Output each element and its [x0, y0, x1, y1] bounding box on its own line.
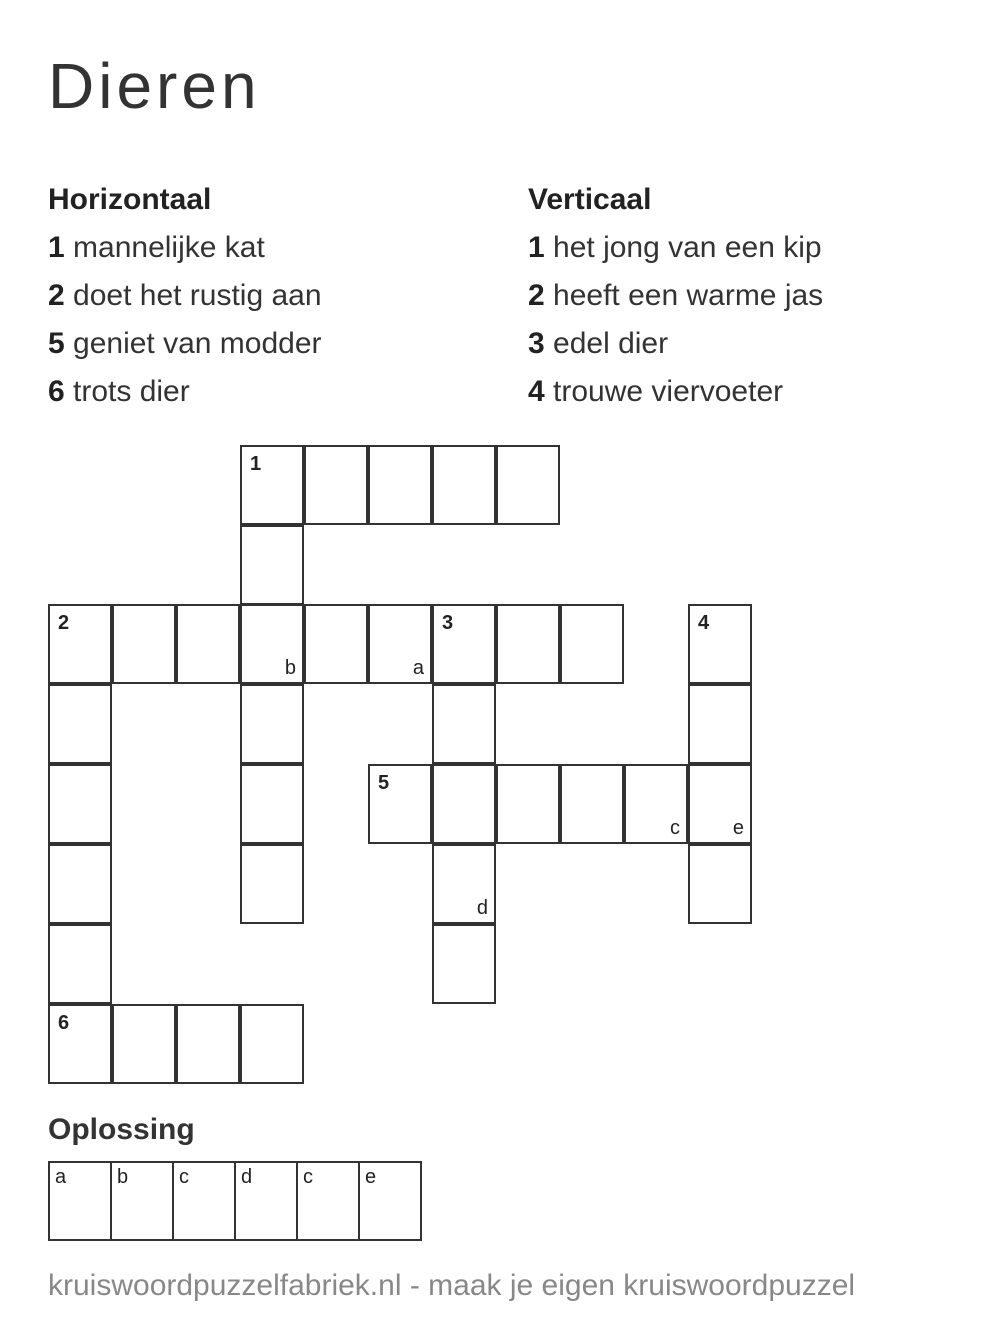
crossword-cell[interactable]	[368, 764, 432, 844]
horizontal-clue	[48, 368, 322, 416]
crossword-cell[interactable]	[240, 764, 304, 844]
crossword-cell[interactable]	[624, 764, 688, 844]
clue-number: 2	[48, 279, 65, 312]
cell-number: 4	[698, 612, 710, 634]
solution-cell[interactable]	[48, 1161, 112, 1241]
crossword-cell[interactable]	[368, 604, 432, 684]
crossword-cell[interactable]	[560, 604, 624, 684]
crossword-cell[interactable]	[112, 1004, 176, 1084]
crossword-cell[interactable]	[176, 604, 240, 684]
crossword-cell[interactable]	[560, 764, 624, 844]
solution-cell[interactable]	[296, 1161, 360, 1241]
cell-number: 2	[58, 612, 70, 634]
crossword-cell[interactable]	[496, 445, 560, 525]
crossword-cell[interactable]	[240, 684, 304, 764]
horizontal-clues	[48, 176, 322, 416]
crossword-cell[interactable]	[432, 604, 496, 684]
crossword-cell[interactable]	[48, 764, 112, 844]
crossword-cell[interactable]	[240, 604, 304, 684]
clue-text: doet het rustig aan	[73, 279, 322, 312]
crossword-cell[interactable]	[432, 924, 496, 1004]
clue-number: 1	[48, 231, 65, 264]
solution-letter: c	[179, 1166, 189, 1188]
crossword-cell[interactable]	[48, 684, 112, 764]
crossword-cell[interactable]	[240, 445, 304, 525]
vertical-clue	[528, 224, 823, 272]
crossword-cell[interactable]	[240, 525, 304, 605]
crossword-cell[interactable]	[304, 445, 368, 525]
clue-text: trots dier	[73, 375, 190, 408]
crossword-cell[interactable]	[368, 445, 432, 525]
horizontal-heading: Horizontaal	[48, 183, 212, 216]
cell-number: 1	[250, 453, 262, 475]
solution-letter: c	[303, 1166, 313, 1188]
crossword-cell[interactable]	[112, 604, 176, 684]
horizontal-clue	[48, 224, 322, 272]
crossword-cell[interactable]	[240, 1004, 304, 1084]
footer-text: kruiswoordpuzzelfabriek.nl - maak je eigen kruiswoordpuzzel	[48, 1269, 856, 1302]
solution-letter: d	[241, 1166, 253, 1188]
crossword-cell[interactable]	[688, 844, 752, 924]
solution-row	[48, 1161, 422, 1241]
crossword-cell[interactable]	[240, 844, 304, 924]
clue-text: mannelijke kat	[73, 231, 265, 264]
solution-cell[interactable]	[110, 1161, 174, 1241]
crossword-cell[interactable]	[432, 445, 496, 525]
clue-number: 1	[528, 231, 545, 264]
crossword-cell[interactable]	[496, 604, 560, 684]
horizontal-clue	[48, 272, 322, 320]
clue-text: trouwe viervoeter	[553, 375, 784, 408]
clue-text: heeft een warme jas	[553, 279, 824, 312]
crossword-cell[interactable]	[688, 684, 752, 764]
clue-number: 5	[48, 327, 65, 360]
clue-number: 2	[528, 279, 545, 312]
cell-solution-letter: e	[732, 817, 744, 839]
crossword-cell[interactable]	[688, 764, 752, 844]
vertical-clue	[528, 368, 823, 416]
solution-letter: b	[117, 1166, 129, 1188]
vertical-heading: Verticaal	[528, 183, 652, 216]
clue-text: geniet van modder	[73, 327, 322, 360]
solution-letter: a	[55, 1166, 67, 1188]
crossword-cell[interactable]	[432, 684, 496, 764]
vertical-clues	[528, 176, 823, 416]
solution-letter: e	[365, 1166, 377, 1188]
crossword-cell[interactable]	[176, 1004, 240, 1084]
solution-heading: Oplossing	[48, 1113, 195, 1146]
vertical-clue	[528, 320, 823, 368]
crossword-cell[interactable]	[48, 844, 112, 924]
horizontal-clue	[48, 320, 322, 368]
cell-number: 3	[442, 612, 454, 634]
vertical-clue	[528, 272, 823, 320]
cell-number: 6	[58, 1012, 70, 1034]
cell-solution-letter: a	[412, 657, 424, 679]
crossword-cell[interactable]	[432, 764, 496, 844]
page-title: Dieren	[48, 50, 261, 122]
cell-solution-letter: d	[476, 897, 488, 919]
crossword-cell[interactable]	[48, 604, 112, 684]
clue-text: edel dier	[553, 327, 669, 360]
crossword-cell[interactable]	[496, 764, 560, 844]
cell-solution-letter: c	[670, 817, 680, 839]
clue-number: 6	[48, 375, 65, 408]
solution-cell[interactable]	[358, 1161, 422, 1241]
crossword-cell[interactable]	[48, 924, 112, 1004]
solution-cell[interactable]	[172, 1161, 236, 1241]
clue-number: 4	[528, 375, 545, 408]
cell-number: 5	[378, 772, 390, 794]
cell-solution-letter: b	[284, 657, 296, 679]
crossword-cell[interactable]	[48, 1004, 112, 1084]
clue-number: 3	[528, 327, 545, 360]
crossword-cell[interactable]	[432, 844, 496, 924]
crossword-cell[interactable]	[304, 604, 368, 684]
crossword-cell[interactable]	[688, 604, 752, 684]
clue-text: het jong van een kip	[553, 231, 822, 264]
solution-cell[interactable]	[234, 1161, 298, 1241]
